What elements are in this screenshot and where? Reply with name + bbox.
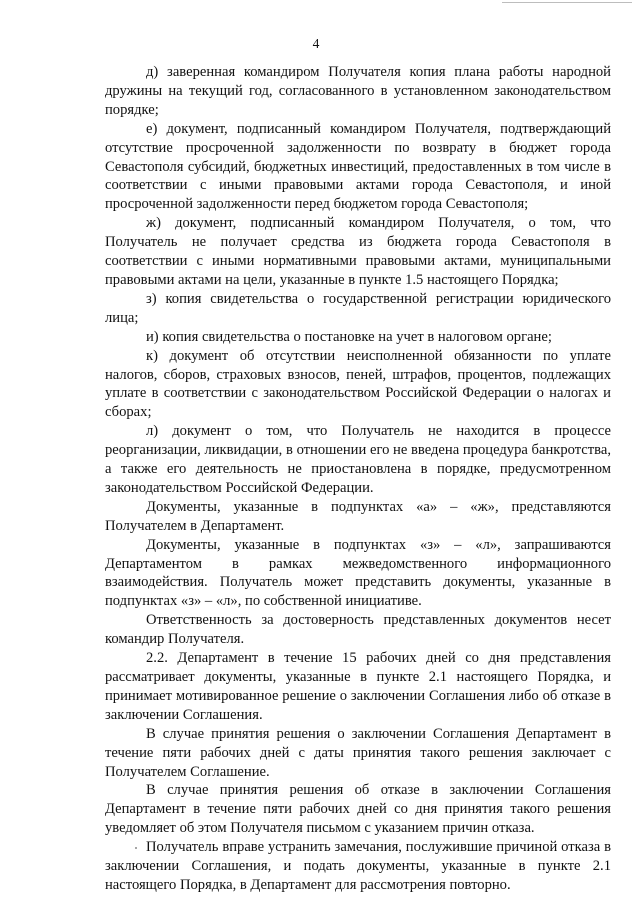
paragraph-subitem-z: з) копия свидетельства о государственной регистрации юридического лица; — [105, 290, 611, 326]
paragraph-subitem-e: е) документ, подписанный командиром Получателя, подтверждающий отсутствие просроченной задолженности по возврату в бюджет города Севастополя субсидий, бюджетных инвестиций, предоставленных в том числе в соответствии с иными правовыми актами города Севастополя, и иной просроченной задолженности перед бюджетом города Севастополя; — [105, 120, 611, 213]
paragraph-subitem-zh: ж) документ, подписанный командиром Получателя, о том, что Получатель не получает средства из бюджета города Севастополя в соответствии с иными нормативными правовыми актами, муниципальными правовыми актами на цели, указанные в пункте 1.5 настоящего Порядка; — [105, 215, 611, 288]
scan-speck — [135, 847, 137, 849]
paragraph-subitem-l: л) документ о том, что Получатель не находится в процессе реорганизации, ликвидации, в отношении его не введена процедура банкротства, а также его деятельность не приостановлена в порядке, предусмотренном законодательством Российской Федерации. — [105, 423, 611, 496]
document-body — [105, 63, 611, 895]
paragraph-resubmission: Получатель вправе устранить замечания, послужившие причиной отказа в заключении Соглашения, и подать документы, указанные в пункте 2.1 настоящего Порядка, в Департамент для рассмотрения повторно. — [105, 839, 611, 893]
paragraph-subitem-d: д) заверенная командиром Получателя копия плана работы народной дружины на текущий год, согласованного в установленном законодательством порядке; — [105, 64, 611, 118]
paragraph-agreement-concluded: В случае принятия решения о заключении Соглашения Департамент в течение пяти рабочих дней с даты принятия такого решения заключает с Получателем Соглашение. — [105, 725, 611, 780]
scan-edge-line — [502, 2, 632, 3]
paragraph-documents-z-l: Документы, указанные в подпунктах «з» – «л», запрашиваются Департаментом в рамках межведомственного информационного взаимодействия. Получатель может представить документы, указанные в подпунктах «з» – «л», по собственной инициативе. — [105, 536, 611, 610]
page-number: 4 — [312, 36, 320, 51]
paragraph-subitem-i: и) копия свидетельства о постановке на учет в налоговом органе; — [146, 328, 552, 345]
paragraph-2-2: 2.2. Департамент в течение 15 рабочих дней со дня представления рассматривает документы, указанные в пункте 2.1 настоящего Порядка, и принимает мотивированное решение о заключении Соглашения либо об отказе в заключении Соглашения. — [105, 650, 611, 723]
paragraph-documents-a-zh: Документы, указанные в подпунктах «а» – «ж», представляются Получателем в Департамент. — [105, 498, 611, 534]
paragraph-responsibility: Ответственность за достоверность представленных документов несет командир Получателя. — [105, 612, 611, 648]
paragraph-agreement-refused: В случае принятия решения об отказе в заключении Соглашения Департамент в течение пяти рабочих дней со дня принятия такого решения уведомляет об этом Получателя письмом с указанием причин отказа. — [105, 782, 611, 837]
paragraph-subitem-k: к) документ об отсутствии неисполненной обязанности по уплате налогов, сборов, страховых взносов, пеней, штрафов, процентов, подлежащих уплате в соответствии с законодательством Российской Федерации о налогах и сборах; — [105, 347, 611, 421]
